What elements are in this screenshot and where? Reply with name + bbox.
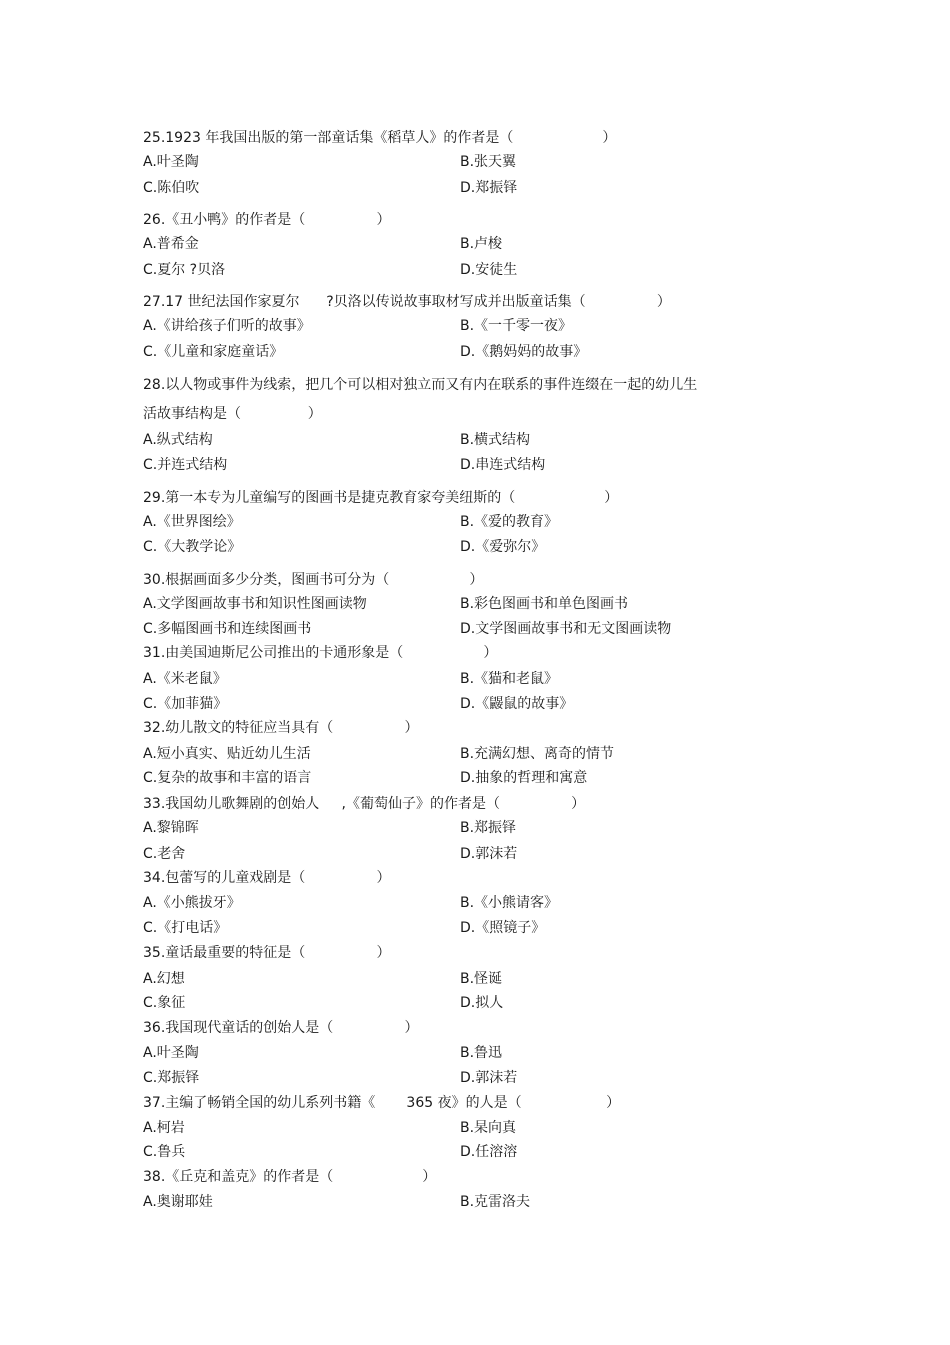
question-30-option-d: D.文学图画故事书和无文图画读物 xyxy=(460,621,672,637)
question-28-option-d: D.串连式结构 xyxy=(460,457,546,473)
question-31-stem: 31.由美国迪斯尼公司推出的卡通形象是（ ） xyxy=(143,645,498,661)
question-34-stem: 34.包蕾写的儿童戏剧是（ ） xyxy=(143,870,391,886)
question-37-option-b: B.杲向真 xyxy=(460,1120,517,1136)
question-38-option-b: B.克雷洛夫 xyxy=(460,1194,531,1210)
question-25-stem: 25.1923 年我国出版的第一部童话集《稻草人》的作者是（ ） xyxy=(143,130,617,146)
question-27-option-b: B.《一千零一夜》 xyxy=(460,318,573,334)
question-26-stem: 26.《丑小鸭》的作者是（ ） xyxy=(143,212,391,228)
question-34-option-b: B.《小熊请客》 xyxy=(460,895,559,911)
question-30-option-c: C.多幅图画书和连续图画书 xyxy=(143,621,312,637)
question-31-option-a: A.《米老鼠》 xyxy=(143,671,227,687)
question-33-option-a: A.黎锦晖 xyxy=(143,820,199,836)
question-31-option-d: D.《鼹鼠的故事》 xyxy=(460,696,574,712)
question-28-stem-continued: 活故事结构是（ ） xyxy=(143,406,322,422)
question-28-option-a: A.纵式结构 xyxy=(143,432,213,448)
question-36-stem: 36.我国现代童话的创始人是（ ） xyxy=(143,1020,419,1036)
question-36-option-c: C.郑振铎 xyxy=(143,1070,200,1086)
question-28-stem: 28.以人物或事件为线索，把几个可以相对独立而又有内在联系的事件连缀在一起的幼儿生 xyxy=(143,377,698,393)
question-34-option-c: C.《打电话》 xyxy=(143,920,228,936)
question-26-option-a: A.普希金 xyxy=(143,236,199,252)
question-32-option-d: D.抽象的哲理和寓意 xyxy=(460,770,588,786)
question-29-option-a: A.《世界图绘》 xyxy=(143,514,241,530)
question-36-option-a: A.叶圣陶 xyxy=(143,1045,199,1061)
question-33-stem: 33.我国幼儿歌舞剧的创始人 ,《葡萄仙子》的作者是（ ） xyxy=(143,796,586,812)
question-29-option-d: D.《爱弥尔》 xyxy=(460,539,546,555)
question-32-option-b: B.充满幻想、离奇的情节 xyxy=(460,746,615,762)
question-37-option-c: C.鲁兵 xyxy=(143,1144,186,1160)
question-34-option-d: D.《照镜子》 xyxy=(460,920,546,936)
question-36-option-b: B.鲁迅 xyxy=(460,1045,503,1061)
question-34-option-a: A.《小熊拔牙》 xyxy=(143,895,241,911)
question-31-option-c: C.《加菲猫》 xyxy=(143,696,228,712)
question-28-option-c: C.并连式结构 xyxy=(143,457,228,473)
question-33-option-d: D.郭沫若 xyxy=(460,846,518,862)
question-26-option-b: B.卢梭 xyxy=(460,236,503,252)
question-27-option-c: C.《儿童和家庭童话》 xyxy=(143,344,284,360)
question-30-stem: 30.根据画面多少分类，图画书可分为（ ） xyxy=(143,572,484,588)
question-30-option-a: A.文学图画故事书和知识性图画读物 xyxy=(143,596,367,612)
question-38-stem: 38.《丘克和盖克》的作者是（ ） xyxy=(143,1169,437,1185)
question-27-option-d: D.《鹅妈妈的故事》 xyxy=(460,344,588,360)
question-33-option-c: C.老舍 xyxy=(143,846,186,862)
question-35-stem: 35.童话最重要的特征是（ ） xyxy=(143,945,391,961)
question-32-option-c: C.复杂的故事和丰富的语言 xyxy=(143,770,312,786)
question-29-stem: 29.第一本专为儿童编写的图画书是捷克教育家夸美纽斯的（ ） xyxy=(143,490,619,506)
question-25-option-b: B.张天翼 xyxy=(460,154,517,170)
question-37-option-a: A.柯岩 xyxy=(143,1120,185,1136)
question-33-option-b: B.郑振铎 xyxy=(460,820,517,836)
question-27-stem: 27.17 世纪法国作家夏尔 ?贝洛以传说故事取材写成并出版童话集（ ） xyxy=(143,294,671,310)
question-37-option-d: D.任溶溶 xyxy=(460,1144,518,1160)
question-29-option-b: B.《爱的教育》 xyxy=(460,514,559,530)
question-30-option-b: B.彩色图画书和单色图画书 xyxy=(460,596,629,612)
question-31-option-b: B.《猫和老鼠》 xyxy=(460,671,559,687)
question-25-option-c: C.陈伯吹 xyxy=(143,180,200,196)
question-38-option-a: A.奥谢耶娃 xyxy=(143,1194,213,1210)
question-26-option-c: C.夏尔 ?贝洛 xyxy=(143,262,226,278)
question-26-option-d: D.安徒生 xyxy=(460,262,518,278)
question-35-option-d: D.拟人 xyxy=(460,995,504,1011)
question-35-option-a: A.幻想 xyxy=(143,971,185,987)
question-25-option-a: A.叶圣陶 xyxy=(143,154,199,170)
question-35-option-c: C.象征 xyxy=(143,995,186,1011)
question-36-option-d: D.郭沫若 xyxy=(460,1070,518,1086)
question-32-stem: 32.幼儿散文的特征应当具有（ ） xyxy=(143,720,419,736)
question-35-option-b: B.怪诞 xyxy=(460,971,503,987)
question-37-stem: 37.主编了畅销全国的幼儿系列书籍《 365 夜》的人是（ ） xyxy=(143,1095,621,1111)
question-25-option-d: D.郑振铎 xyxy=(460,180,518,196)
question-28-option-b: B.横式结构 xyxy=(460,432,531,448)
question-29-option-c: C.《大教学论》 xyxy=(143,539,242,555)
question-27-option-a: A.《讲给孩子们听的故事》 xyxy=(143,318,311,334)
question-32-option-a: A.短小真实、贴近幼儿生活 xyxy=(143,746,311,762)
